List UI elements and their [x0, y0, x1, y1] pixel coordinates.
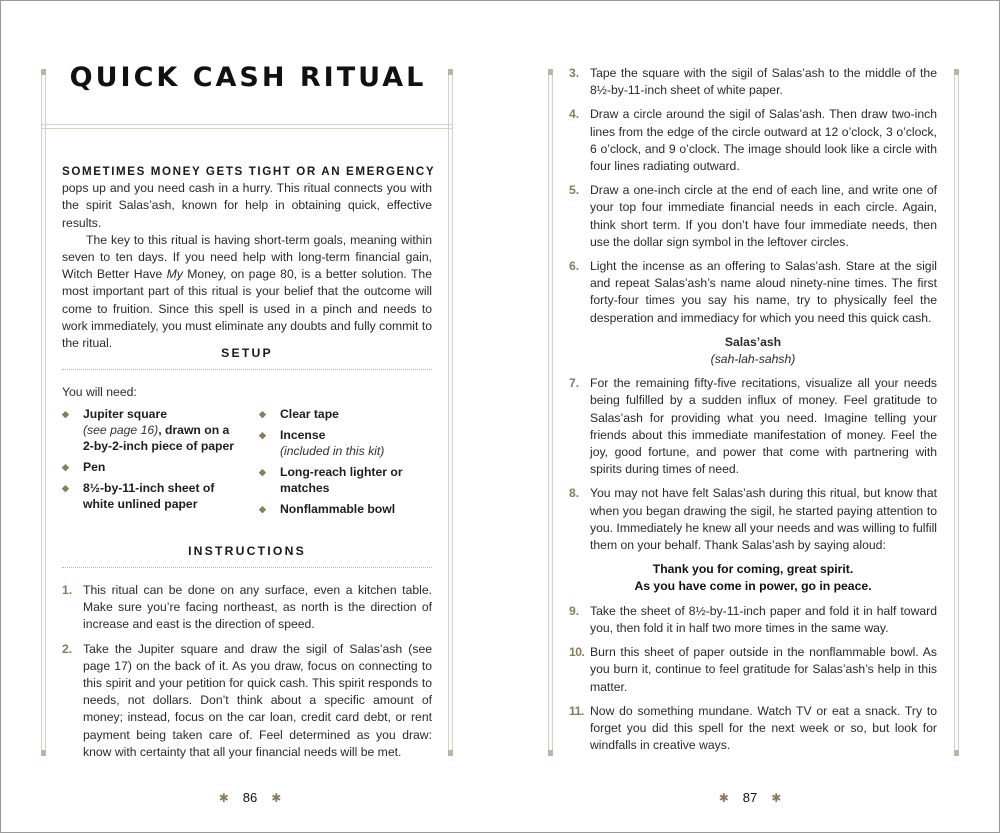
instruction-step: 10. Burn this sheet of paper outside in the nonflammable bowl. As you burn it, continue to feel gratitude for Salas’ash’s help in this matter.	[569, 645, 937, 694]
intro-text	[62, 163, 436, 352]
instruction-step: 6. Light the incense as an offering to Salas’ash. Stare at the sigil and repeat Salas’ash’s name aloud ninety-nine times. The first forty-four times you say his name, try to physically feel the desperation and immediacy for which you need this quick cash.	[569, 259, 937, 325]
page-number-left: ✱ 86 ✱	[218, 790, 282, 805]
instruction-step: 9. Take the sheet of 8½-by-11-inch paper and fold it in half toward you, then fold it in half two more times in the same way.	[569, 603, 937, 635]
frame-rule-left	[548, 69, 553, 756]
instruction-step: 8. You may not have felt Salas’ash during this ritual, but know that when you began drawing the sigil, he started paying attention to you. Immediately he knew all your needs and was willing to fulfill them on your behalf. Thank Salas’ash by saying aloud:	[569, 486, 937, 553]
intro-lead-rest: pops up and you need cash in a hurry. This ritual connects you with the spirit Salas’ash, known for help in obtaining quick, effective results.	[62, 181, 432, 230]
supply-item: ◆ 8½-by-11-inch sheet of white unlined paper	[62, 481, 215, 511]
diamond-bullet-icon: ◆	[259, 467, 266, 477]
supply-item: ◆ Jupiter square (see page 16), drawn on a 2-by-2-inch piece of paper	[62, 407, 235, 453]
intro-lead: SOMETIMES MONEY GETS TIGHT OR AN EMERGENCY	[62, 165, 436, 178]
asterisk-ornament-icon: ✱	[771, 791, 782, 805]
supplies-list-col-2	[259, 406, 429, 522]
setup-heading: SETUP	[221, 346, 273, 360]
instruction-step: 2. Take the Jupiter square and draw the sigil of Salas’ash (see page 17) on the back of it. As you draw, focus on connecting to this spirit and your petition for quick cash. This spirit responds to needs, not dollars. Don’t think about a specific amount of money; instead, focus on the car loan, credit card debt, or rent payment being taken care of. Feel determined as you draw: know with certainty that all your financial needs will be met.	[62, 641, 432, 759]
supply-item: ◆ Pen	[62, 460, 106, 474]
instructions-dotted-rule	[62, 567, 432, 568]
diamond-bullet-icon: ◆	[259, 430, 266, 440]
invocation-line: As you have come in power, go in peace.	[634, 579, 872, 594]
instruction-step: 7. For the remaining fifty-five recitations, visualize all your needs being fulfilled by a sudden influx of money. Feel gratitude to Salas’ash for providing what you need. Imagine telling your friends about this immediate manifestation of money. Feel the joy, good fortune, and power that come with partnering with spirits during times of need.	[569, 376, 937, 477]
asterisk-ornament-icon: ✱	[718, 791, 729, 805]
page-number-right: ✱ 87 ✱	[718, 790, 782, 805]
frame-rule-right	[954, 69, 959, 756]
setup-intro: You will need:	[62, 385, 137, 399]
asterisk-ornament-icon: ✱	[218, 791, 229, 805]
frame-rule-right	[448, 69, 453, 756]
spirit-name: Salas’ash	[724, 334, 782, 349]
diamond-bullet-icon: ◆	[62, 483, 69, 493]
instructions-steps-left	[62, 582, 432, 768]
instructions-steps-right	[569, 65, 937, 761]
right-page	[500, 0, 1000, 833]
invocation-line: Thank you for coming, great spirit.	[652, 562, 854, 577]
spirit-pronunciation: (sah-lah-sahsh)	[710, 352, 796, 367]
diamond-bullet-icon: ◆	[62, 462, 69, 472]
intro-paragraph-2: The key to this ritual is having short-term goals, meaning within seven to ten days. If you need help with long-term financial gain, Witch Better Have My Money, on page 80, is a better solution. The most important part of this ritual is your belief that the outcome will come to fruition. Since this spell is used in a pinch and needs to work immediately, you must eliminate any doubts and fully commit to the ritual.	[62, 232, 432, 351]
instruction-step: 1. This ritual can be done on any surface, even a kitchen table. Make sure you’re facing northeast, as north is the direction of increase and east is the direction of speed.	[62, 583, 432, 632]
supplies-list-col-1	[62, 406, 242, 517]
instruction-step: 5. Draw a one-inch circle at the end of each line, and write one of your top four immediate financial needs in each circle. Again, think short term. If you don’t have four immediate needs, then use the dollar sign symbol in the leftover circles.	[569, 183, 937, 249]
supply-item: ◆ Clear tape	[259, 407, 339, 421]
spirit-name-block	[569, 334, 937, 368]
asterisk-ornament-icon: ✱	[271, 791, 282, 805]
frame-rule-left	[41, 69, 46, 756]
page-title: QUICK CASH RITUAL	[69, 62, 427, 93]
supply-item: ◆ Nonflammable bowl	[259, 502, 396, 516]
diamond-bullet-icon: ◆	[259, 504, 266, 514]
diamond-bullet-icon: ◆	[259, 409, 266, 419]
invocation-block	[569, 561, 937, 595]
setup-dotted-rule	[62, 369, 432, 370]
instruction-step: 4. Draw a circle around the sigil of Salas’ash. Then draw two-inch lines from the edge of the circle outward at 12 o’clock, 3 o’clock, 6 o’clock, and 9 o’clock. The image should look like a circle with four lines radiating outward.	[569, 107, 937, 174]
instructions-heading: INSTRUCTIONS	[188, 544, 306, 558]
instruction-step: 11. Now do something mundane. Watch TV or eat a snack. Try to forget you did this spell for the next week or so, but look for windfalls in creative ways.	[569, 703, 937, 753]
title-divider	[42, 124, 453, 129]
supply-item: ◆ Incense (included in this kit)	[259, 428, 385, 458]
diamond-bullet-icon: ◆	[62, 409, 69, 419]
supply-item: ◆ Long-reach lighter or matches	[259, 465, 403, 495]
instruction-step: 3. Tape the square with the sigil of Salas’ash to the middle of the 8½-by-11-inch sheet of white paper.	[569, 66, 937, 98]
